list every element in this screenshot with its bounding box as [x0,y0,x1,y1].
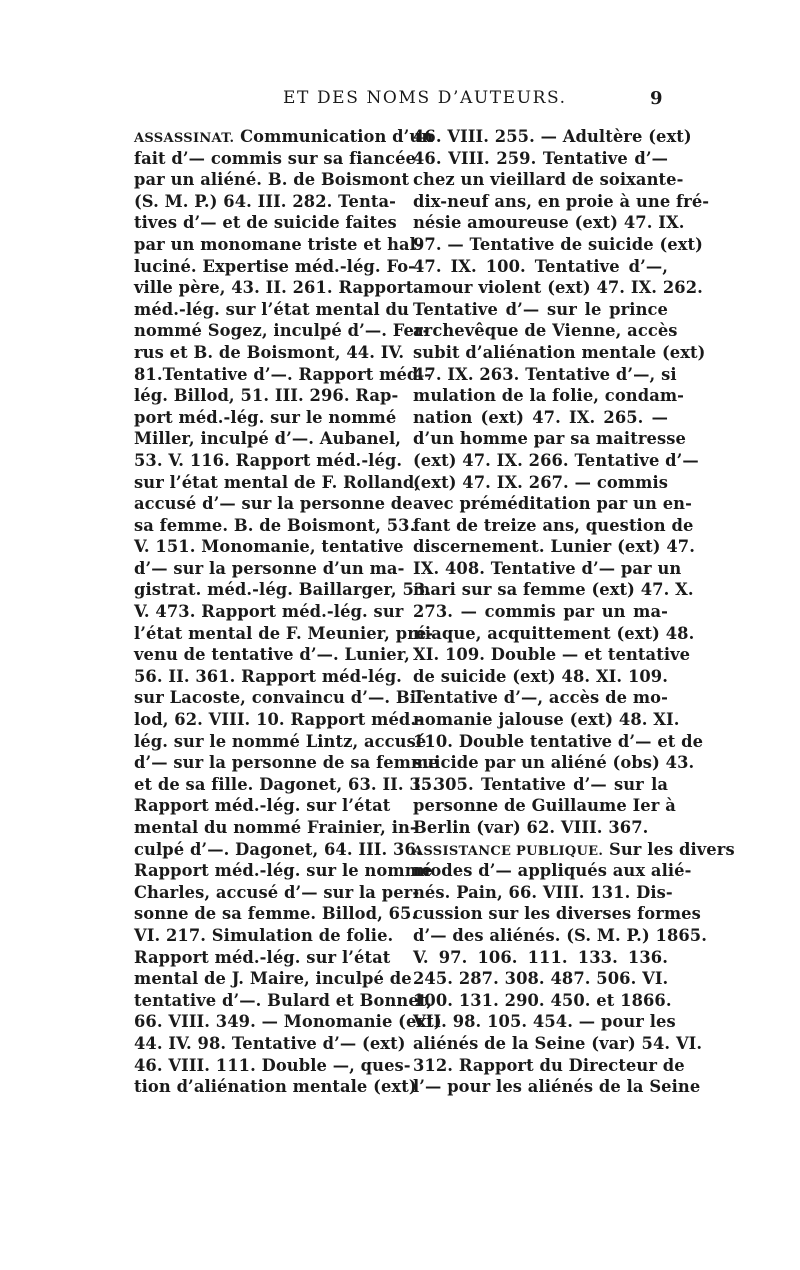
text-line: tentative d’—. Bulard et Bonnet, [134,990,433,1010]
left-column [134,126,442,1098]
text-line: venu de tentative d’—. Lunier, [134,645,410,665]
text-line: gistrat. méd.-lég. Baillarger, 53. [134,580,432,600]
text-line: accusé d’— sur la personne de [134,494,413,514]
text-line: V. 473. Rapport méd.-lég. sur [134,602,404,622]
text-line: nésie amoureuse (ext) 47. IX. [413,213,685,233]
text-line: V. 97. 106. 111. 133. 136. [413,947,668,967]
text-line: cussion sur les diverses formes [413,904,701,924]
text-line: Charles, accusé d’— sur la per- [134,882,420,902]
text-line: mari sur sa femme (ext) 47. X. [413,580,694,600]
text-line: fant de treize ans, question de [413,515,694,535]
page-number: 9 [650,88,663,109]
text-line: Rapport méd.-lég. sur l’état [134,947,391,967]
text-line: Miller, inculpé d’—. Aubanel, [134,429,402,449]
headword: ASSASSINAT. [134,131,235,146]
text-line: 97. — Tentative de suicide (ext) [413,234,703,254]
text-line: sur Lacoste, convaincu d’—. Bil- [134,688,430,708]
text-line: méd.-lég. sur l’état mental du [134,299,409,319]
text-line: suicide par un aliéné (obs) 43. [413,753,695,773]
text-line: aliénés de la Seine (var) 54. VI. [413,1033,703,1053]
text-line: lod, 62. VIII. 10. Rapport méd.- [134,710,424,730]
text-line: 273. — commis par un ma- [413,602,668,622]
text-line: mulation de la folie, condam- [413,386,685,406]
text-line: 47. IX. 263. Tentative d’—, si [413,364,677,384]
headword: ASSISTANCE PUBLIQUE. [413,843,604,859]
text-line: sa femme. B. de Boismont, 53. [134,515,416,535]
text-line: 100. 131. 290. 450. et 1866. [413,990,672,1010]
text-line: amour violent (ext) 47. IX. 262. [413,278,703,298]
text-line: 312. Rapport du Directeur de [413,1055,685,1075]
text-line: Rapport méd.-lég. sur l’état [134,796,391,816]
text-line: nommé Sogez, inculpé d’—. Fer- [134,321,430,341]
text-line: chez un vieillard de soixante- [413,170,684,190]
text-line: culpé d’—. Dagonet, 64. III. 36. [134,839,422,859]
text-line: l’état mental de F. Meunier, pré- [134,623,434,643]
text-line: d’un homme par sa maitresse [413,429,686,449]
text-line: Berlin (var) 62. VIII. 367. [413,818,649,837]
text-line: lég. Billod, 51. III. 296. Rap- [134,386,399,406]
text-line: mental du nommé Frainier, in- [134,818,417,837]
text-line: (ext) 47. IX. 267. — commis [413,472,668,492]
text-line: 110. Double tentative d’— et de [413,731,704,751]
text-line: fait d’— commis sur sa fiancée [134,148,417,168]
text-line: VI. 217. Simulation de folie. [134,925,394,945]
text-line: par un monomane triste et hal- [134,234,423,254]
text-line: discernement. Lunier (ext) 47. [413,537,695,557]
right-column [413,126,735,1098]
text-line: 245. 287. 308. 487. 506. VI. [413,969,669,989]
text-line: nomanie jalouse (ext) 48. XI. [413,710,680,730]
text-line: 56. II. 361. Rapport méd-lég. [134,666,402,686]
text-line: 53. V. 116. Rapport méd.-lég. [134,450,403,470]
page-header [0,88,800,118]
text-line: V. 151. Monomanie, tentative [134,537,404,557]
text-line: (S. M. P.) 64. III. 282. Tenta- [134,191,397,211]
text-line: d’— sur la personne de sa femme [134,753,439,773]
text-line: I. 305. Tentative d’— sur la [413,774,668,794]
text-line: 46. VIII. 255. — Adultère (ext) [413,127,692,146]
text-line: 46. VIII. 111. Double —, ques- [134,1055,411,1075]
text-line: tion d’aliénation mentale (ext) [134,1077,417,1097]
text-line: nés. Pain, 66. VIII. 131. Dis- [413,882,673,902]
text-line: 44. IV. 98. Tentative d’— (ext) [134,1033,406,1053]
text-line: et de sa fille. Dagonet, 63. II. 35. [134,774,439,794]
text-line: d’— sur la personne d’un ma- [134,558,405,578]
text-line: de suicide (ext) 48. XI. 109. [413,666,668,686]
text-line: personne de Guillaume Ier à [413,796,676,816]
text-line: sur l’état mental de F. Rolland, [134,472,421,492]
text-line: sonne de sa femme. Billod, 65. [134,904,418,924]
text-line: modes d’— appliqués aux alié- [413,861,692,881]
text-line: VII. 98. 105. 454. — pour les [413,1012,676,1032]
text-line: par un aliéné. B. de Boismont [134,170,410,190]
text-line: Tentative d’—, accès de mo- [413,688,668,708]
text-line: ASSASSINAT. Communication d’un [134,127,434,146]
text-line: subit d’aliénation mentale (ext) [413,342,706,362]
running-title: ET DES NOMS D’AUTEURS. [283,88,567,108]
text-line: mental de J. Maire, inculpé de [134,969,412,989]
text-line: Tentative d’— sur le prince [413,299,668,319]
text-line: l’— pour les aliénés de la Seine [413,1077,701,1097]
text-line: rus et B. de Boismont, 44. IV. [134,342,405,362]
text-line: Rapport méd.-lég. sur le nommé [134,861,433,881]
text-line: (ext) 47. IX. 266. Tentative d’— [413,450,699,470]
text-line: luciné. Expertise méd.-lég. Fo- [134,256,416,276]
text-line: port méd.-lég. sur le nommé [134,407,397,427]
text-line: 47. IX. 100. Tentative d’—, [413,256,668,276]
text-line: lég. sur le nommé Lintz, accusé [134,731,427,751]
text-line: nation (ext) 47. IX. 265. — [413,407,668,427]
text-line: 66. VIII. 349. — Monomanie (ext) [134,1012,442,1032]
text-line: tives d’— et de suicide faites [134,213,397,233]
text-line: 81.Tentative d’—. Rapport méd.- [134,364,432,384]
text-line: 46. VIII. 259. Tentative d’— [413,148,668,168]
text-line: ASSISTANCE PUBLIQUE. Sur les divers [413,839,735,859]
text-line: dix-neuf ans, en proie à une fré- [413,191,710,211]
text-line: ville père, 43. II. 261. Rapport [134,278,414,298]
text-line: niaque, acquittement (ext) 48. [413,623,695,643]
text-line: d’— des aliénés. (S. M. P.) 1865. [413,925,707,945]
text-line: archevêque de Vienne, accès [413,321,678,341]
text-line: XI. 109. Double — et tentative [413,645,691,665]
text-line: avec préméditation par un en- [413,494,692,514]
text-line: IX. 408. Tentative d’— par un [413,558,682,578]
